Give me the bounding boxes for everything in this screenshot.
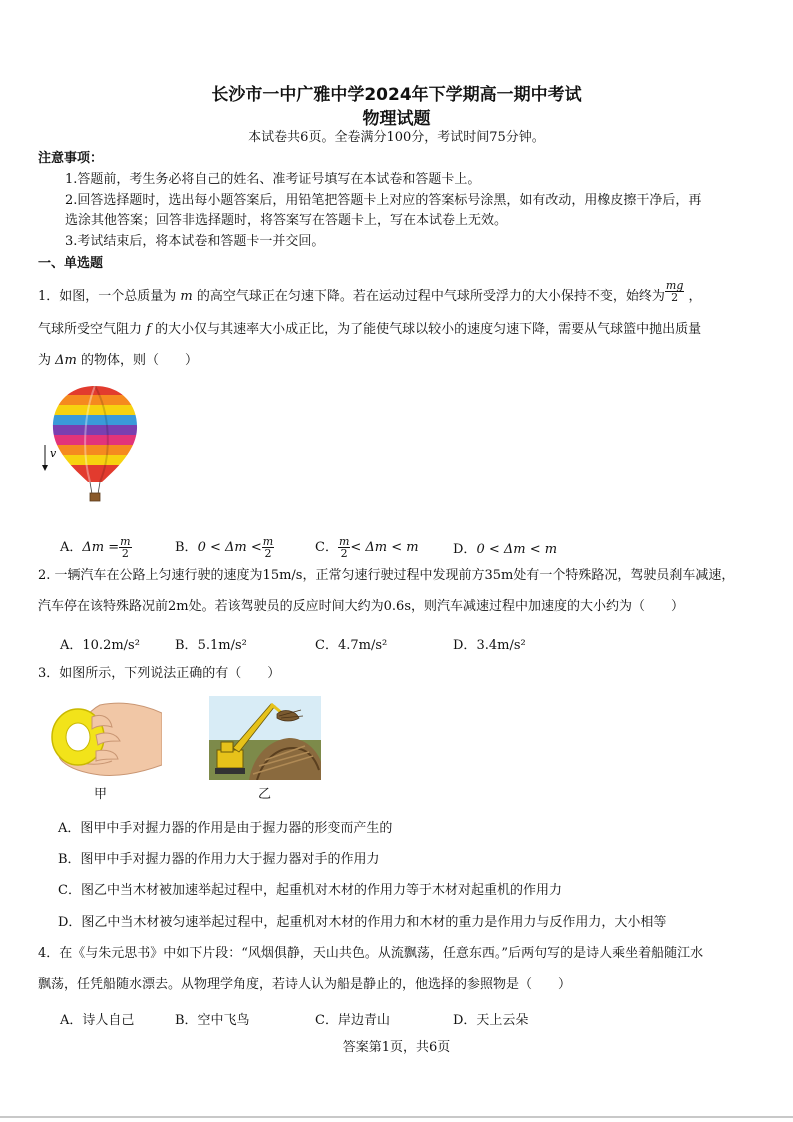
q2-line-1: 2. 一辆汽车在公路上匀速行驶的速度为15m/s，正常匀速行驶过程中发现前方35m处有一个特殊路况，驾驶员刹车减速， [38, 568, 735, 583]
notice-heading: 注意事项： [38, 151, 104, 166]
q2-option-d[interactable]: D．3.4m/s² [453, 638, 526, 653]
q4-line-1: 4．在《与朱元思书》中如下片段：“风烟俱静，天山共色。从流飘荡，任意东西。”后两句写的是诗人乘坐着船随江水 [38, 946, 704, 961]
q2-option-c[interactable]: C．4.7m/s² [315, 638, 388, 653]
notice-item-3: 3.考试结束后，将本试卷和答题卡一并交回。 [65, 234, 325, 249]
figure-label-yi: 乙 [258, 787, 272, 802]
exam-subtitle: 物理试题 [362, 109, 431, 129]
grip-ring-hand-figure [40, 695, 162, 780]
q3-option-d[interactable]: D．图乙中当木材被匀速举起过程中，起重机对木材的作用力和木材的重力是作用力与反作用力，大小相等 [58, 915, 667, 930]
notice-item-1: 1.答题前，考生务必将自己的姓名、准考证号填写在本试卷和答题卡上。 [65, 172, 481, 187]
q4-option-d[interactable]: D．天上云朵 [453, 1013, 529, 1028]
q4-option-b[interactable]: B．空中飞鸟 [175, 1013, 250, 1028]
q3-option-a[interactable]: A．图甲中手对握力器的作用是由于握力器的形变而产生的 [58, 821, 393, 836]
page-number: 答案第1页，共6页 [342, 1040, 451, 1055]
velocity-label: v [50, 447, 57, 460]
q1-line-3: 为 Δm 的物体，则（ ） [38, 353, 199, 368]
figure-label-jia: 甲 [94, 787, 108, 802]
q1-option-c[interactable]: C． $\frac{m}{2}$ < Δm < m [315, 535, 419, 560]
q2-option-a[interactable]: A．10.2m/s² [60, 638, 140, 653]
q3-option-b[interactable]: B．图甲中手对握力器的作用力大于握力器对手的作用力 [58, 852, 380, 867]
crane-logs-figure [209, 696, 321, 780]
q3-stem: 3．如图所示，下列说法正确的有（ ） [38, 666, 281, 681]
q4-option-c[interactable]: C．岸边青山 [315, 1013, 390, 1028]
exam-title: 长沙市一中广雅中学2024年下学期高一期中考试 [211, 85, 582, 105]
section-heading: 一、单选题 [38, 256, 104, 271]
q1-line-2: 气球所受空气阻力 f 的大小仅与其速率大小成正比，为了能使气球以较小的速度匀速下降，需要从气球篮中抛出质量 [38, 322, 702, 337]
q2-option-b[interactable]: B．5.1m/s² [175, 638, 247, 653]
q1-option-a[interactable]: A．Δm = $\frac{m}{2}$ [60, 535, 131, 560]
exam-info: 本试卷共6页。全卷满分100分，考试时间75分钟。 [248, 130, 545, 145]
page-divider [0, 1116, 793, 1118]
q1-option-d[interactable]: D．0 < Δm < m [453, 542, 558, 557]
q4-option-a[interactable]: A．诗人自己 [60, 1013, 135, 1028]
notice-item-2: 2.回答选择题时，选出每小题答案后，用铅笔把答题卡上对应的答案标号涂黑，如有改动，用橡皮擦干净后，再 [65, 193, 702, 208]
q2-line-2: 汽车停在该特殊路况前2m处。若该驾驶员的反应时间大约为0.6s，则汽车减速过程中加速度的大小约为（ ） [38, 599, 685, 614]
q4-line-2: 飘荡，任凭船随水漂去。从物理学角度，若诗人认为船是静止的，他选择的参照物是（ ） [38, 977, 572, 992]
notice-item-2-cont: 选涂其他答案；回答非选择题时，将答案写在答题卡上，写在本试卷上无效。 [65, 213, 508, 228]
q1-line-1: 1．如图，一个总质量为 m 的高空气球正在匀速下降。若在运动过程中气球所受浮力的大小保持不变，始终为 $\frac{mg}{2}$ ， [38, 279, 702, 304]
q3-option-c[interactable]: C．图乙中当木材被加速举起过程中，起重机对木材的作用力等于木材对起重机的作用力 [58, 883, 562, 898]
q1-option-b[interactable]: B．0 < Δm < $\frac{m}{2}$ [175, 535, 274, 560]
hot-air-balloon-figure [40, 383, 140, 508]
